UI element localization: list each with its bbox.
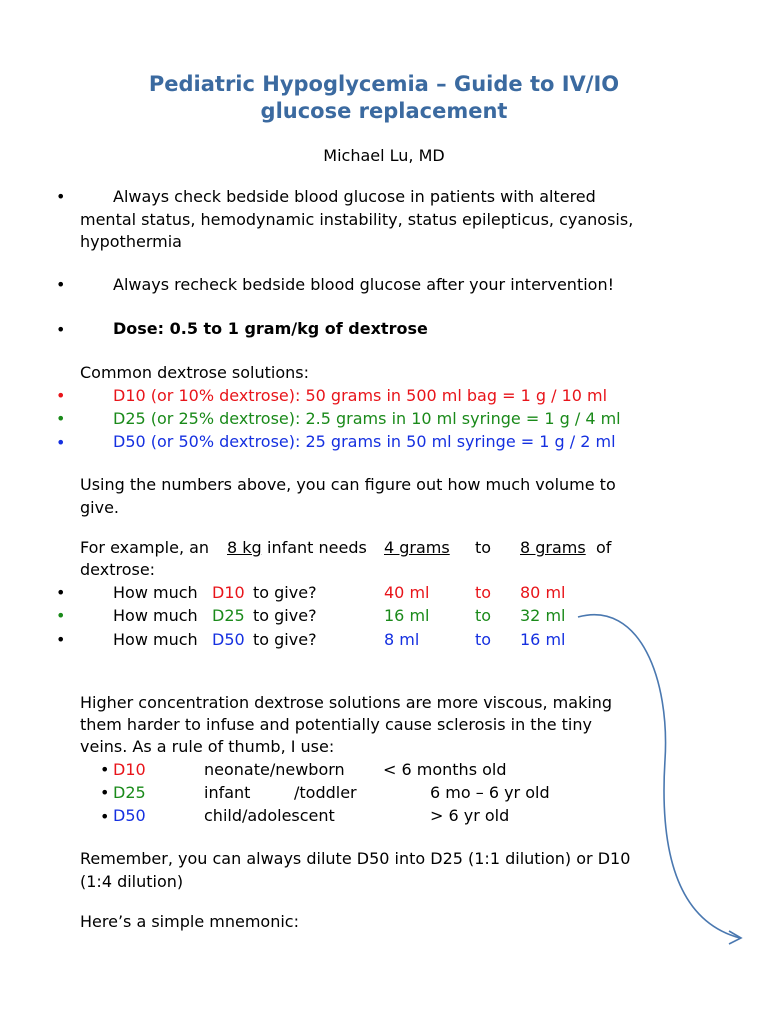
row-prefix: How much: [113, 630, 198, 649]
example-line2: dextrose:: [80, 560, 156, 579]
bullet-marker: •: [100, 783, 110, 802]
bullet-marker: •: [56, 606, 66, 625]
dilution-line1: Remember, you can always dilute D50 into D25 (1:1 dilution) or D10: [80, 849, 631, 868]
bullet-marker: •: [100, 760, 110, 779]
page-title-line1: Pediatric Hypoglycemia – Guide to IV/IO: [148, 72, 620, 96]
age-row-age: 6 mo – 6 yr old: [430, 783, 550, 802]
row-to: to: [475, 630, 492, 649]
usage-line2: give.: [80, 498, 119, 517]
age-row-group: neonate/newborn: [204, 760, 345, 779]
age-row-group: child/adolescent: [204, 806, 335, 825]
bullet-marker: •: [56, 320, 66, 339]
row-high: 32 ml: [520, 606, 566, 625]
row-suffix: to give?: [253, 583, 317, 602]
age-row-group-2: /toddler: [294, 783, 357, 802]
bullet-marker: •: [56, 583, 66, 602]
example-mid: infant needs: [267, 538, 367, 557]
dose-text: Dose: 0.5 to 1 gram/kg of dextrose: [113, 319, 428, 338]
age-row-solution: D25: [113, 783, 146, 802]
arrow-head-icon: [729, 931, 741, 944]
row-solution: D50: [212, 630, 245, 649]
example-prefix: For example, an: [80, 538, 210, 557]
age-row-solution: D50: [113, 806, 146, 825]
row-suffix: to give?: [253, 630, 317, 649]
row-suffix: to give?: [253, 606, 317, 625]
viscosity-line1: Higher concentration dextrose solutions are more viscous, making: [80, 693, 613, 712]
example-of: of: [596, 538, 612, 557]
check-glucose-line2: mental status, hemodynamic instability, status epilepticus, cyanosis,: [80, 210, 634, 229]
row-prefix: How much: [113, 583, 198, 602]
author-name: Michael Lu, MD: [323, 146, 445, 165]
age-row-group: infant: [204, 783, 251, 802]
page-title-line2: glucose replacement: [260, 99, 508, 123]
dilution-line2: (1:4 dilution): [80, 872, 184, 891]
row-solution: D10: [212, 583, 245, 602]
row-to: to: [475, 583, 492, 602]
row-to: to: [475, 606, 492, 625]
example-weight: 8 kg: [227, 538, 262, 557]
row-prefix: How much: [113, 606, 198, 625]
arrow-curve: [578, 615, 740, 938]
d25-description: D25 (or 25% dextrose): 2.5 grams in 10 ml syringe = 1 g / 4 ml: [113, 409, 621, 428]
recheck-glucose-text: Always recheck bedside blood glucose after your intervention!: [113, 275, 615, 294]
bullet-marker: •: [56, 433, 66, 452]
example-low-grams: 4 grams: [384, 538, 450, 557]
row-low: 8 ml: [384, 630, 420, 649]
solutions-heading: Common dextrose solutions:: [80, 363, 309, 382]
row-low: 40 ml: [384, 583, 430, 602]
usage-line1: Using the numbers above, you can figure out how much volume to: [80, 475, 616, 494]
viscosity-line2: them harder to infuse and potentially cause sclerosis in the tiny: [80, 715, 592, 734]
row-solution: D25: [212, 606, 245, 625]
age-row-solution: D10: [113, 760, 146, 779]
d50-description: D50 (or 50% dextrose): 25 grams in 50 ml syringe = 1 g / 2 ml: [113, 432, 616, 451]
mnemonic-heading: Here’s a simple mnemonic:: [80, 912, 299, 931]
row-high: 80 ml: [520, 583, 566, 602]
age-row-age: > 6 yr old: [430, 806, 510, 825]
bullet-marker: •: [56, 275, 66, 294]
check-glucose-line3: hypothermia: [80, 232, 182, 251]
bullet-marker: •: [56, 409, 66, 428]
check-glucose-line1: Always check bedside blood glucose in patients with altered: [113, 187, 596, 206]
viscosity-line3: veins. As a rule of thumb, I use:: [80, 737, 335, 756]
bullet-marker: •: [100, 807, 110, 826]
example-high-grams: 8 grams: [520, 538, 586, 557]
bullet-marker: •: [56, 187, 66, 206]
bullet-marker: •: [56, 386, 66, 405]
row-low: 16 ml: [384, 606, 430, 625]
row-high: 16 ml: [520, 630, 566, 649]
bullet-marker: •: [56, 630, 66, 649]
d10-description: D10 (or 10% dextrose): 50 grams in 500 ml bag = 1 g / 10 ml: [113, 386, 608, 405]
age-row-age: < 6 months old: [383, 760, 507, 779]
example-to: to: [475, 538, 492, 557]
